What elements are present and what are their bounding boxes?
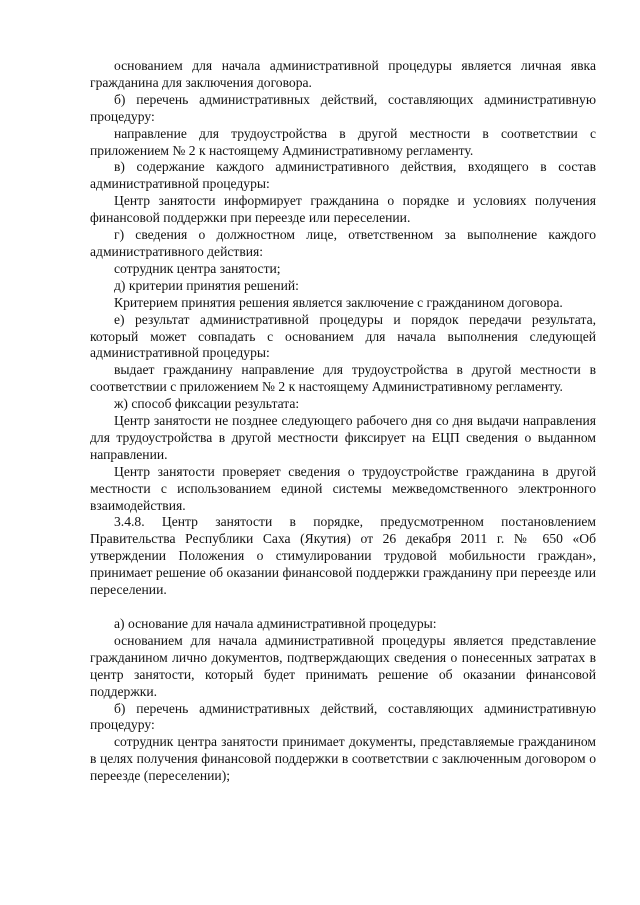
- paragraph: д) критерии принятия решений:: [114, 277, 299, 293]
- paragraph: б) перечень административных действий, составляющих административную процедуру:: [90, 91, 596, 124]
- paragraph: Центр занятости не позднее следующего рабочего дня со дня выдачи направления для трудоустройства в другой местности фиксирует на ЕЦП сведения о выданном направлении.: [90, 413, 596, 462]
- paragraph: направление для трудоустройства в другой местности в соответствии с приложением № 2 к настоящему Административному регламенту.: [90, 125, 596, 158]
- paragraph: а) основание для начала административной процедуры:: [114, 616, 437, 631]
- paragraph: Центр занятости информирует гражданина о порядке и условиях получения финансовой поддержки при переезде или переселении.: [90, 193, 596, 226]
- paragraph: г) сведения о должностном лице, ответственном за выполнение каждого административного действия:: [90, 227, 596, 259]
- paragraph: основанием для начала административной процедуры является личная явка гражданина для заключения договора.: [90, 58, 596, 90]
- paragraph: основанием для начала административной процедуры является представление гражданином лично документов, подтверждающих сведения о понесенных затратах в центр занятости, который будет принимать решение об оказании финансовой поддержки.: [90, 632, 596, 699]
- paragraph: в) содержание каждого административного действия, входящего в состав административной процедуры:: [90, 159, 596, 192]
- paragraph: сотрудник центра занятости принимает документы, представляемые гражданином в целях получения финансовой поддержки в соответствии с заключенным договором о переезде (переселении);: [90, 734, 596, 784]
- paragraph: Критерием принятия решения является заключение с гражданином договора.: [114, 294, 563, 310]
- paragraph: выдает гражданину направление для трудоустройства в другой местности в соответствии с приложением № 2 к настоящему Административному регламенту.: [90, 362, 596, 395]
- paragraph: ж) способ фиксации результата:: [114, 396, 300, 412]
- paragraph: б) перечень административных действий, составляющих административную процедуру:: [90, 700, 596, 733]
- paragraph: сотрудник центра занятости;: [114, 260, 281, 276]
- paragraph: Центр занятости проверяет сведения о трудоустройстве гражданина в другой местности с использованием единой системы межведомственного электронного взаимодействия.: [90, 463, 596, 513]
- paragraph: 3.4.8. Центр занятости в порядке, предусмотренном постановлением Правительства Республики Саха (Якутия) от 26 декабря 2011 г. № 650 «Об утверждении Положения о стимулировании трудовой мобильности граждан», принимает решение об оказании финансовой поддержки гражданину при переезде или переселении.: [90, 514, 596, 598]
- document-body: [90, 58, 596, 785]
- paragraph: е) результат административной процедуры и порядок передачи результата, который может совпадать с основанием для начала выполнения следующей административной процедуры:: [90, 311, 596, 361]
